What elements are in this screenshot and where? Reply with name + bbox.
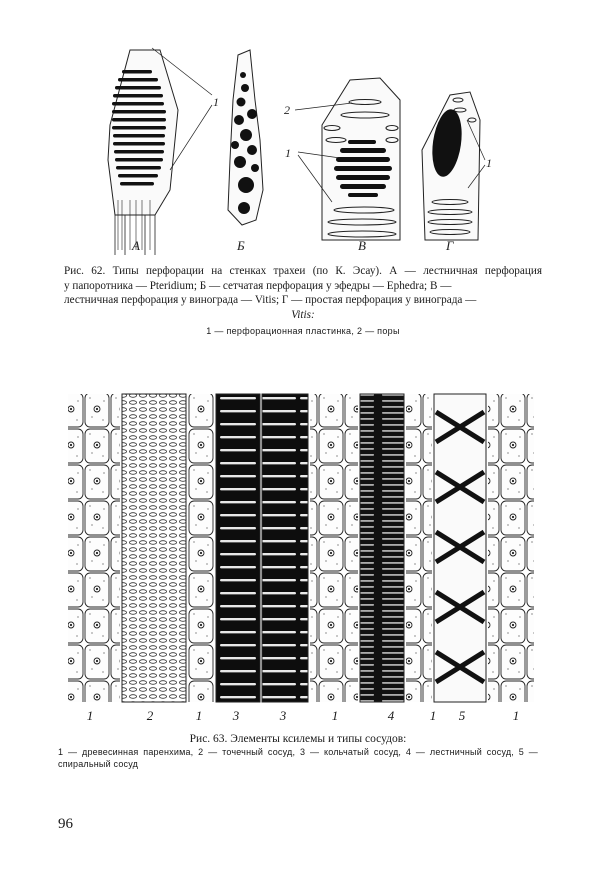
callout-1-a: 1 xyxy=(213,95,219,109)
perforation-types-illustration xyxy=(100,40,540,255)
spiral-vessel xyxy=(434,394,486,702)
panel-label-v: В xyxy=(358,238,366,253)
col-label-5: 3 xyxy=(279,708,287,723)
col-label-10: 1 xyxy=(512,708,520,723)
parenchyma-col-3 xyxy=(310,394,358,702)
page-number: 96 xyxy=(58,816,73,832)
col-label-4: 3 xyxy=(232,708,240,723)
xylem-elements-illustration xyxy=(58,392,536,704)
col-label-7: 4 xyxy=(387,708,395,723)
parenchyma-col-4 xyxy=(406,394,432,702)
callout-1-g: 1 xyxy=(486,156,492,170)
figure-63-caption xyxy=(58,732,538,770)
caption-62-line-3: лестничная перфорация у винограда — Vitis; Г — простая перфорация у винограда — xyxy=(64,294,477,307)
col-label-6: 1 xyxy=(331,708,339,723)
figure-62-drawing xyxy=(100,40,540,255)
callout-1-v: 1 xyxy=(285,146,291,160)
caption-63-legend: 1 — древесинная паренхима, 2 — точечный сосуд, 3 — кольчатый сосуд, 4 — лестничный сосуд, 5 — спиральный сосуд xyxy=(58,747,538,769)
col-label-3: 1 xyxy=(195,708,203,723)
scalariform-vessel xyxy=(360,394,404,702)
parenchyma-col-1 xyxy=(68,394,120,702)
panel-b-reticulate xyxy=(228,50,263,225)
caption-62-line-4: Vitis: xyxy=(291,308,315,321)
annular-vessel-1 xyxy=(216,394,260,702)
panel-label-b: Б xyxy=(237,238,245,253)
caption-62-line-1: Рис. 62. Типы перфорации на стенках трахеи (по К. Эсау). А — лестничная перфорация xyxy=(64,265,542,277)
figure-62-caption xyxy=(64,264,542,339)
caption-63-title: Рис. 63. Элементы ксилемы и типы сосудов: xyxy=(189,733,407,745)
caption-62-legend: 1 — перфорационная пластинка, 2 — поры xyxy=(206,326,400,337)
figure-63-column-numbers xyxy=(0,708,600,726)
annular-vessel-2 xyxy=(262,394,308,702)
col-label-1: 1 xyxy=(86,708,94,723)
callout-2-v: 2 xyxy=(284,103,290,117)
panel-label-g: Г xyxy=(446,238,454,253)
parenchyma-col-5 xyxy=(488,394,534,702)
col-label-9: 5 xyxy=(458,708,466,723)
panel-label-a: А xyxy=(132,238,140,253)
col-label-8: 1 xyxy=(429,708,437,723)
panel-v-scalariform-vitis xyxy=(295,78,400,240)
panel-a-scalariform xyxy=(108,48,212,255)
figure-63-drawing xyxy=(58,392,536,704)
pitted-vessel xyxy=(122,394,186,702)
parenchyma-col-2 xyxy=(188,394,214,702)
panel-g-simple-vitis xyxy=(422,92,485,240)
col-label-2: 2 xyxy=(146,708,154,723)
caption-62-line-2: у папоротника — Pteridium; Б — сетчатая перфорация у эфедры — Ephedra; В — xyxy=(64,279,452,292)
